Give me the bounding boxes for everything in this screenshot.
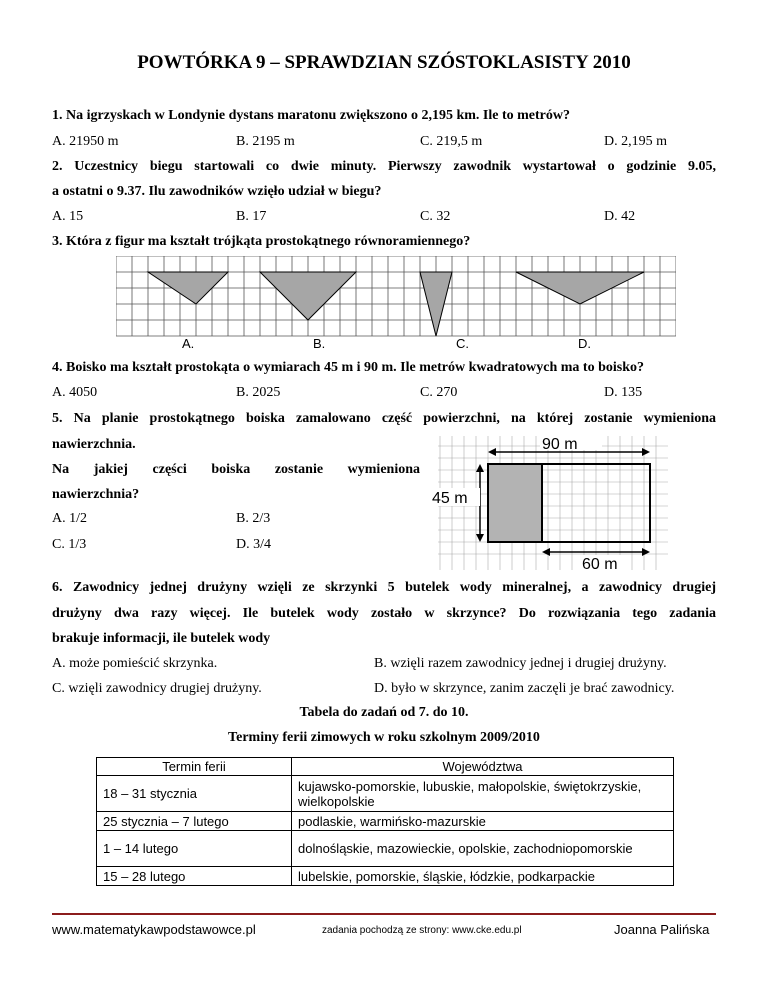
question-6-line3: brakuje informacji, ile butelek wody (52, 631, 271, 646)
footer-website[interactable]: www.matematykawpodstawowce.pl (52, 922, 256, 937)
q5-option-b: B. 2/3 (236, 511, 271, 526)
q4-option-c: C. 270 (420, 385, 458, 400)
q2-option-b: B. 17 (236, 209, 267, 224)
q3-triangles-figure (116, 256, 676, 352)
arrowhead (476, 534, 484, 542)
q5-field-figure (428, 436, 668, 570)
term-cell: 18 – 31 stycznia (97, 776, 292, 812)
q6-option-d: D. było w skrzynce, zanim zaczęli je brać zawodnicy. (374, 681, 675, 696)
table-row (97, 776, 674, 812)
table-heading-2: Terminy ferii zimowych w roku szkolnym 2009/2010 (228, 730, 540, 745)
q2-option-c: C. 32 (420, 209, 451, 224)
footer-source: zadania pochodzą ze strony: www.cke.edu.pl (322, 925, 522, 936)
term-cell: 1 – 14 lutego (97, 831, 292, 867)
triangle-b (260, 272, 356, 320)
word: zostanie (274, 462, 324, 477)
arrowhead (542, 548, 550, 556)
q4-option-b: B. 2025 (236, 385, 281, 400)
table-header-row (97, 758, 674, 776)
q5-option-c: C. 1/3 (52, 537, 87, 552)
column-header-regions: Województwa (292, 758, 674, 776)
arrowhead (488, 448, 496, 456)
q4-option-a: A. 4050 (52, 385, 98, 400)
label-a: A. (182, 336, 195, 351)
q5-option-a: A. 1/2 (52, 511, 87, 526)
term-cell: 15 – 28 lutego (97, 867, 292, 886)
regions-cell: lubelskie, pomorskie, śląskie, łódzkie, podkarpackie (292, 867, 674, 886)
question-1-text: 1. Na igrzyskach w Londynie dystans maratonu zwiększono o 2,195 km. Ile to metrów? (52, 108, 570, 123)
table-row (97, 831, 674, 867)
label-c: C. (456, 336, 469, 351)
regions-cell: podlaskie, warmińsko-mazurskie (292, 812, 674, 831)
question-6-line2: drużyny dwa razy więcej. Ile butelek wody zostało w skrzynce? Do rozwiązania tego zadania (52, 606, 716, 621)
question-4-text: 4. Boisko ma kształt prostokąta o wymiarach 45 m i 90 m. Ile metrów kwadratowych ma to boisko? (52, 360, 644, 375)
question-2-line1: 2. Uczestnicy biegu startowali co dwie minuty. Pierwszy zawodnik wystartował o godzinie 9.05, (52, 159, 716, 174)
q1-option-c: C. 219,5 m (420, 134, 483, 149)
table-heading-1: Tabela do zadań od 7. do 10. (299, 705, 469, 720)
width-label: 90 m (542, 436, 578, 453)
arrowhead (642, 548, 650, 556)
q6-option-c: C. wzięli zawodnicy drugiej drużyny. (52, 681, 262, 696)
word: wymieniona (347, 462, 420, 477)
table-row (97, 812, 674, 831)
question-3-text: 3. Która z figur ma kształt trójkąta prostokątnego równoramiennego? (52, 234, 471, 249)
word: Na (52, 462, 70, 477)
footer-author: Joanna Palińska (614, 922, 710, 937)
regions-cell: kujawsko-pomorskie, lubuskie, małopolskie, świętokrzyskie, wielkopolskie (292, 776, 674, 812)
question-5-line3 (52, 462, 420, 478)
q2-option-a: A. 15 (52, 209, 84, 224)
page-title: POWTÓRKA 9 – SPRAWDZIAN SZÓSTOKLASISTY 2010 (137, 52, 631, 73)
q4-option-d: D. 135 (604, 385, 643, 400)
q1-option-a: A. 21950 m (52, 134, 119, 149)
question-5-line1: 5. Na planie prostokątnego boiska zamalowano część powierzchni, na której zostanie wymieniona (52, 411, 716, 426)
q1-option-d: D. 2,195 m (604, 134, 667, 149)
arrowhead (642, 448, 650, 456)
shaded-area (488, 464, 542, 542)
bottom-label: 60 m (582, 556, 618, 570)
holidays-table (96, 757, 674, 886)
arrowhead (476, 464, 484, 472)
q6-option-a: A. może pomieścić skrzynka. (52, 656, 218, 671)
footer-divider (52, 913, 716, 915)
q6-option-b: B. wzięli razem zawodnicy jednej i drugiej drużyny. (374, 656, 667, 671)
label-d: D. (578, 336, 591, 351)
word: części (152, 462, 187, 477)
term-cell: 25 stycznia – 7 lutego (97, 812, 292, 831)
column-header-term: Termin ferii (97, 758, 292, 776)
word: boiska (211, 462, 251, 477)
table-row (97, 867, 674, 886)
height-label: 45 m (432, 490, 468, 507)
label-b: B. (313, 336, 326, 351)
q5-option-d: D. 3/4 (236, 537, 271, 552)
q1-option-b: B. 2195 m (236, 134, 295, 149)
question-5-line2: nawierzchnia. (52, 437, 136, 452)
question-6-line1: 6. Zawodnicy jednej drużyny wzięli ze skrzynki 5 butelek wody mineralnej, a zawodnicy drugiej (52, 580, 716, 595)
question-2-line2: a ostatni o 9.37. Ilu zawodników wzięło udział w biegu? (52, 184, 382, 199)
regions-cell: dolnośląskie, mazowieckie, opolskie, zachodniopomorskie (292, 831, 674, 867)
q2-option-d: D. 42 (604, 209, 636, 224)
word: jakiej (93, 462, 128, 477)
question-5-line4: nawierzchnia? (52, 487, 140, 502)
